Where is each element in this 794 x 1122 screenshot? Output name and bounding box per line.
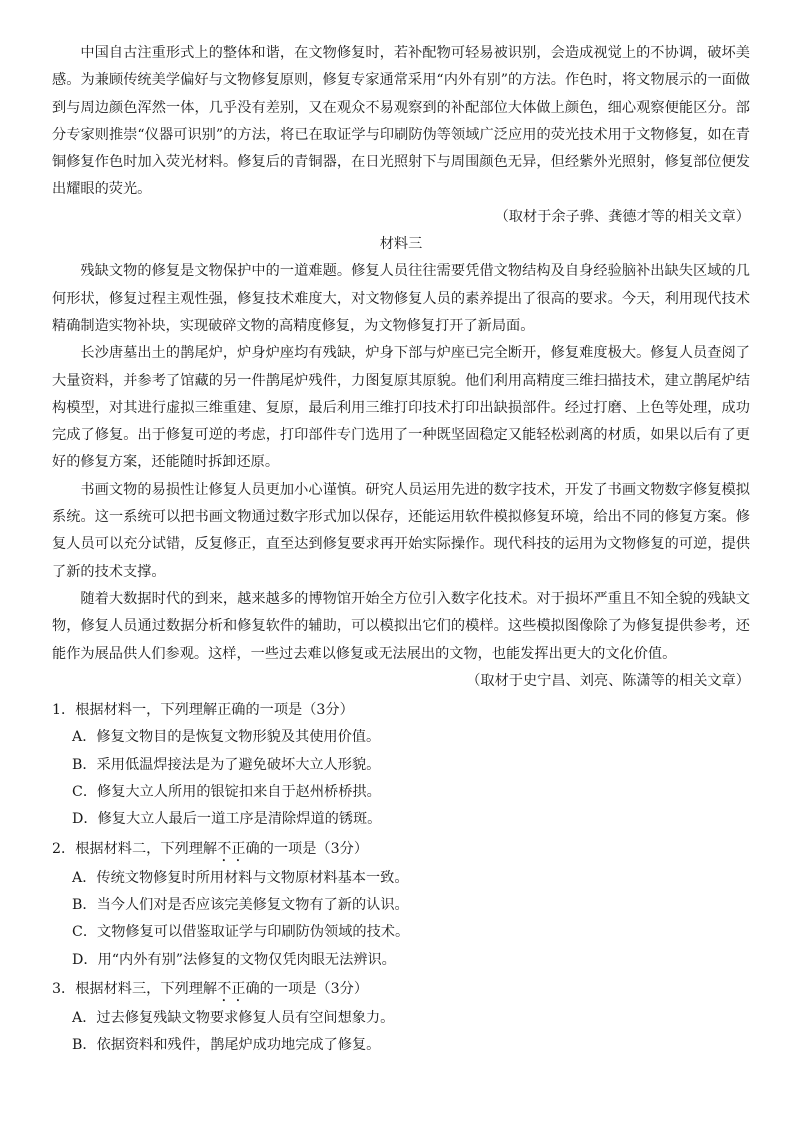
option-a: A．修复文物目的是恢复文物形貌及其使用价值。 xyxy=(72,729,381,746)
option-b: B．依据资料和残件，鹊尾炉成功地完成了修复。 xyxy=(72,1037,381,1054)
material2-paragraph: 中国自古注重形式上的整体和谐，在文物修复时，若补配物可轻易被识别，会造成视觉上的不协调，破坏美感。为兼顾传统美学偏好与文物修复原则，修复专家通常采用“内外有别”的方法。作色时，将文物展示的一面做到与周边颜色浑然一体，几乎没有差别，又在观众不易观察到的补配部位大体做上颜色，细心观察便能区分。部分专家则推崇“仪器可识别”的方法，将已在取证学与印刷防伪等领域广泛应用的荧光技术用于文物修复，如在青铜修复作色时加入荧光材料。修复后的青铜器，在日光照射下与周围颜色无异，但经紫外光照射，修复部位便发出耀眼的荧光。 xyxy=(52,45,750,198)
document-page xyxy=(52,40,750,1059)
option-d: D．修复大立人最后一道工序是清除焊道的锈斑。 xyxy=(72,811,382,828)
option-a: A．过去修复残缺文物要求修复人员有空间想象力。 xyxy=(72,1009,395,1026)
material3-title: 材料三 xyxy=(379,236,423,253)
question-stem xyxy=(52,697,750,724)
stem-text: 确的一项是（3分） xyxy=(245,840,369,857)
stem-text: 1．根据材料一，下列理解正确的一项是（3分） xyxy=(52,702,354,719)
question-3 xyxy=(52,976,750,1060)
stem-emphasis: 不正 xyxy=(217,840,246,857)
question-1 xyxy=(52,697,750,833)
material3-paragraph-4: 随着大数据时代的到来，越来越多的博物馆开始全方位引入数字化技术。对于损坏严重且不知全貌的残缺文物，修复人员通过数据分析和修复软件的辅助，可以模拟出它们的模样。这些模拟图像除了为修复提供参考，还能作为展品供人们参观。这样，一些过去难以修复或无法展出的文物，也能发挥出更大的文化价值。 xyxy=(52,590,750,662)
question-stem xyxy=(52,836,750,865)
question-stem xyxy=(52,976,750,1005)
stem-text: 3．根据材料三，下列理解 xyxy=(52,980,218,997)
material3-paragraph-1: 残缺文物的修复是文物保护中的一道难题。修复人员往往需要凭借文物结构及自身经验脑补出缺失区域的几何形状，修复过程主观性强，修复技术难度大，对文物修复人员的素养提出了很高的要求。今天，利用现代技术精确制造实物补块，实现破碎文物的高精度修复，为文物修复打开了新局面。 xyxy=(52,263,750,334)
option-d: D．用“内外有别”法修复的文物仅凭肉眼无法辨识。 xyxy=(72,951,396,968)
stem-text: 确的一项是（3分） xyxy=(245,980,369,997)
material3-paragraph-2: 长沙唐墓出土的鹊尾炉，炉身炉座均有残缺，炉身下部与炉座已完全断开，修复难度极大。修复人员查阅了大量资料，并参考了馆藏的另一件鹊尾炉残件，力图复原其原貌。他们利用高精度三维扫描技术，建立鹊尾炉结构模型，对其进行虚拟三维重建、复原，最后利用三维打印技术打印出缺损部件。经过打磨、上色等处理，成功完成了修复。出于修复可逆的考虑，打印部件专门选用了一种既坚固稳定又能轻松剥离的材质，如果以后有了更好的修复方案，还能随时拆卸还原。 xyxy=(52,345,750,471)
material3-source: （取材于史宁昌、刘亮、陈潇等的相关文章） xyxy=(466,672,750,689)
option-b: B．采用低温焊接法是为了避免破坏大立人形貌。 xyxy=(72,756,381,773)
option-a: A．传统文物修复时所用材料与文物原材料基本一致。 xyxy=(72,869,409,886)
material3-paragraph-3: 书画文物的易损性让修复人员更加小心谨慎。研究人员运用先进的数字技术，开发了书画文物数字修复模拟系统。这一系统可以把书画文物通过数字形式加以保存，还能运用软件模拟修复环境，给出不同的修复方案。修复人员可以充分试错，反复修正，直至达到修复要求再开始实际操作。现代科技的运用为文物修复的可逆，提供了新的技术支撑。 xyxy=(52,481,750,580)
option-b: B．当今人们对是否应该完美修复文物有了新的认识。 xyxy=(72,896,409,913)
stem-text: 2．根据材料二，下列理解 xyxy=(52,840,218,857)
material2-source: （取材于余子骅、龚德才等的相关文章） xyxy=(494,208,750,225)
stem-emphasis: 不正 xyxy=(217,980,246,997)
question-2 xyxy=(52,836,750,974)
option-c: C．文物修复可以借鉴取证学与印刷防伪领域的技术。 xyxy=(72,924,410,941)
option-c: C．修复大立人所用的银锭扣来自于赵州桥桥拱。 xyxy=(72,784,381,801)
